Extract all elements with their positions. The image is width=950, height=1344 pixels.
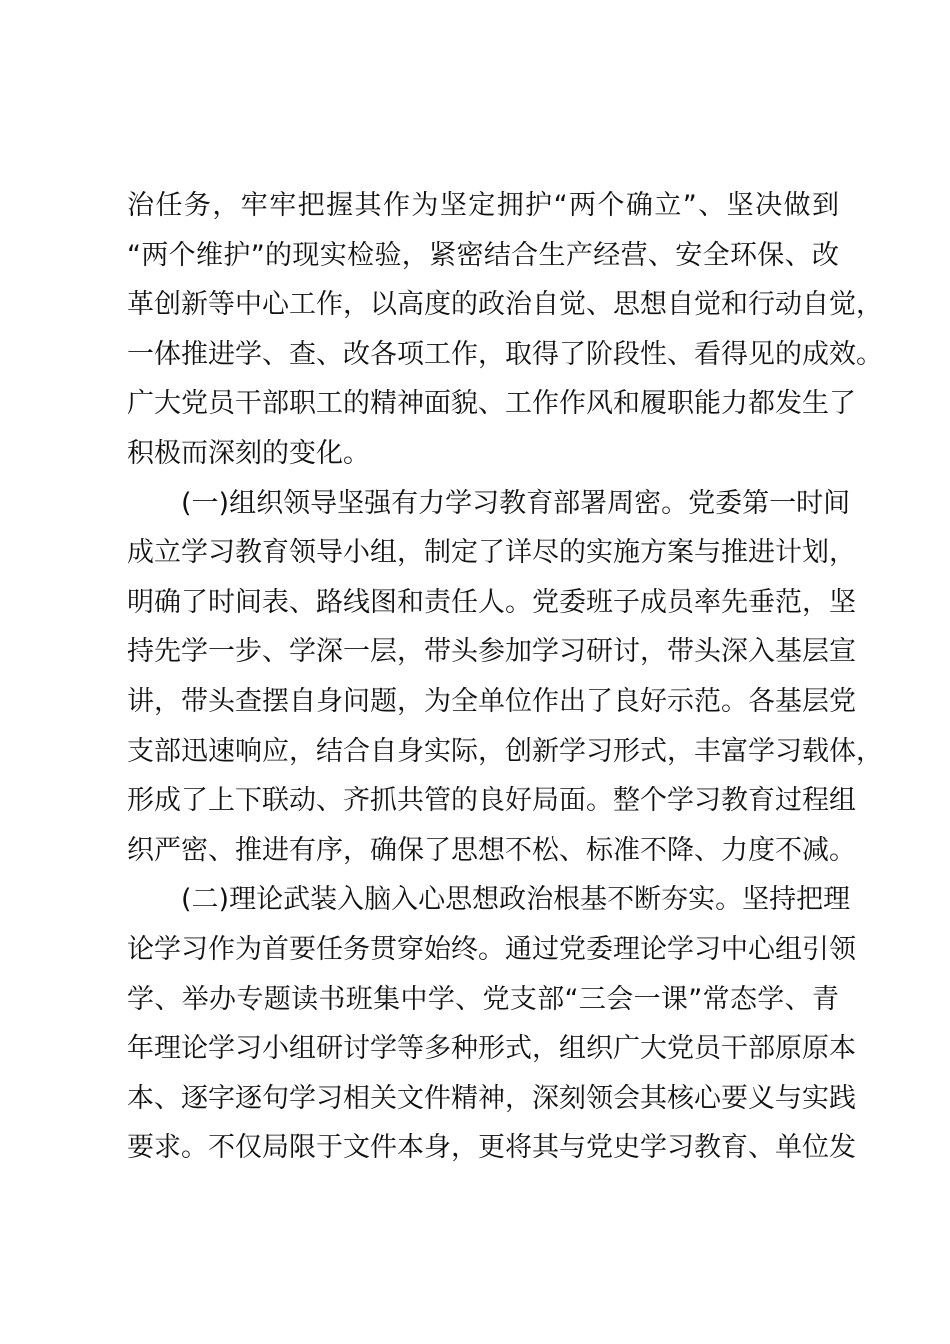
text-line: 要求。不仅局限于文件本身，更将其与党史学习教育、单位发 <box>127 1132 856 1164</box>
text-line: 成立学习教育领导小组，制定了详尽的实施方案与推进计划， <box>127 537 856 569</box>
text-line: 治任务，牢牢把握其作为坚定拥护“两个确立”、坚决做到 <box>127 190 839 221</box>
text-line: 革创新等中心工作，以高度的政治自觉、思想自觉和行动自觉， <box>127 289 883 321</box>
section-heading-line: (一)组织领导坚强有力学习教育部署周密。党委第一时间 <box>181 487 851 519</box>
text-line: 明确了时间表、路线图和责任人。党委班子成员率先垂范，坚 <box>127 586 856 618</box>
text-line: 讲，带头查摆自身问题，为全单位作出了良好示范。各基层党 <box>127 685 856 717</box>
text-line: 论学习作为首要任务贯穿始终。通过党委理论学习中心组引领 <box>127 933 856 965</box>
text-line: 织严密、推进有序，确保了思想不松、标准不降、力度不减。 <box>127 834 856 866</box>
text-line: 积极而深刻的变化。 <box>127 437 370 469</box>
text-line: 一体推进学、查、改各项工作，取得了阶段性、看得见的成效。 <box>127 338 883 370</box>
text-line: 支部迅速响应，结合自身实际，创新学习形式，丰富学习载体， <box>127 735 883 767</box>
section-heading-line: (二)理论武装入脑入心思想政治根基不断夯实。坚持把理 <box>181 884 851 916</box>
text-line: 持先学一步、学深一层，带头参加学习研讨，带头深入基层宣 <box>127 636 856 668</box>
text-line: “两个维护”的现实检验，紧密结合生产经营、安全环保、改 <box>127 239 839 271</box>
text-line: 年理论学习小组研讨学等多种形式，组织广大党员干部原原本 <box>127 1033 856 1065</box>
text-line: 本、逐字逐句学习相关文件精神，深刻领会其核心要义与实践 <box>127 1082 856 1114</box>
text-line: 形成了上下联动、齐抓共管的良好局面。整个学习教育过程组 <box>127 785 856 817</box>
body-text <box>127 181 883 1173</box>
text-line: 广大党员干部职工的精神面貌、工作作风和履职能力都发生了 <box>127 388 856 420</box>
text-line: 学、举办专题读书班集中学、党支部“三会一课”常态学、青 <box>127 983 839 1015</box>
